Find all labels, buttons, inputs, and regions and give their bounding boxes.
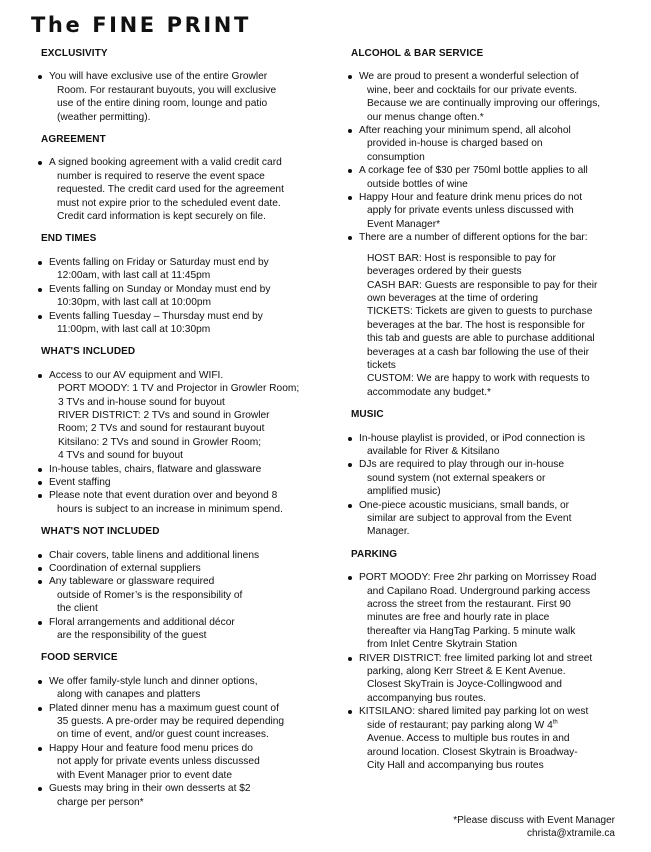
- section-heading: END TIMES: [41, 233, 97, 245]
- text-line: Please note that event duration over and beyond 8: [49, 490, 278, 502]
- text-line: 12:00am, with last call at 11:45pm: [57, 270, 211, 282]
- text-line: RIVER DISTRICT: 2 TVs and sound in Growler: [58, 409, 270, 421]
- section-heading: AGREEMENT: [41, 134, 106, 146]
- text-line: Happy Hour and feature drink menu prices do not: [359, 192, 583, 204]
- list-item: [347, 432, 637, 459]
- text-line: A corkage fee of $30 per 750ml bottle applies to all: [359, 165, 588, 177]
- text-line: There are a number of different options for the bar:: [359, 232, 588, 244]
- contact-email: christa@xtramile.ca: [527, 828, 615, 840]
- section-whats-not-included: [37, 525, 309, 642]
- list-item: [347, 571, 637, 651]
- page-title: The FINE PRINT: [31, 13, 251, 37]
- text-line: side of restaurant; pay parking along W 4th: [367, 719, 558, 731]
- text-line: Events falling on Friday or Saturday must end by: [49, 256, 269, 268]
- text-line: requested. The credit card used for the agreement: [57, 184, 284, 196]
- list-item: [37, 782, 309, 809]
- text-line: Event staffing: [49, 476, 111, 488]
- text-line: sound system (not external speakers or: [367, 472, 546, 484]
- list-item: [37, 562, 309, 575]
- text-line: must not expire prior to the scheduled event date.: [57, 197, 281, 209]
- list-item: [37, 369, 309, 463]
- text-line: CUSTOM: We are happy to work with requests to: [367, 373, 590, 385]
- text-line: charge per person*: [57, 796, 144, 808]
- text-line: PORT MOODY: 1 TV and Projector in Growler Room;: [58, 383, 300, 395]
- text-line: Manager.: [367, 526, 410, 538]
- section-heading: ALCOHOL & BAR SERVICE: [351, 48, 484, 59]
- text-line: Room. For restaurant buyouts, you will exclusive: [57, 84, 277, 96]
- list-item: [347, 652, 637, 706]
- text-line: consumption: [367, 151, 425, 163]
- text-line: beverages at the bar. The host is responsible for: [367, 319, 585, 331]
- av-details: [49, 382, 309, 462]
- list-item: [37, 463, 309, 476]
- list-item: [37, 70, 309, 124]
- section-heading: PARKING: [351, 548, 398, 560]
- text-line: In-house tables, chairs, flatware and glassware: [49, 463, 262, 475]
- list-item: [347, 458, 637, 498]
- text-line: around location. Closest Skytrain is Broadway-: [367, 746, 578, 758]
- text-line: this tab and guests are able to purchase additional: [367, 333, 595, 345]
- list-item: [37, 742, 309, 782]
- section-alcohol-bar-service: [347, 47, 637, 399]
- section-heading: MUSIC: [351, 409, 384, 421]
- section-food-service: [37, 651, 309, 808]
- text-line: not apply for private events unless discussed: [57, 756, 260, 768]
- text-line: tickets: [367, 359, 396, 371]
- text-line: Happy Hour and feature food menu prices do: [49, 742, 253, 754]
- text-line: One-piece acoustic musicians, small bands, or: [359, 499, 570, 511]
- list-item: [37, 675, 309, 702]
- bullet-list: [37, 549, 309, 643]
- text-line: Event Manager*: [367, 218, 441, 230]
- section-exclusivity: [37, 47, 309, 124]
- text-line: similar are subject to approval from the Event: [367, 513, 572, 524]
- text-line: You will have exclusive use of the entire Growler: [49, 71, 268, 83]
- text-line: PORT MOODY: Free 2hr parking on Morrissey Road: [359, 572, 597, 584]
- text-line: our menus change often.*: [367, 111, 484, 123]
- list-item: [347, 191, 637, 231]
- section-agreement: [37, 133, 309, 223]
- text-line: accompanying bus routes.: [367, 692, 486, 704]
- section-heading: WHAT'S NOT INCLUDED: [41, 526, 160, 538]
- text-line: Closest SkyTrain is Joyce-Collingwood and: [367, 679, 562, 691]
- bullet-list: [37, 369, 309, 463]
- text-line: Credit card information is kept securely on file.: [57, 211, 266, 223]
- text-line: apply for private events unless discussed with: [367, 205, 574, 217]
- footer-note: *Please discuss with Event Manager: [453, 815, 615, 826]
- bullet-list: [37, 256, 309, 336]
- text-line: Chair covers, table linens and additional linens: [49, 549, 260, 561]
- bullet-list: [347, 70, 637, 244]
- list-item: [37, 156, 309, 223]
- bullet-list: [37, 675, 309, 809]
- text-line: In-house playlist is provided, or iPod connection is: [359, 432, 585, 444]
- list-item: [37, 283, 309, 310]
- list-item: [347, 231, 637, 244]
- list-item: [37, 310, 309, 337]
- bullet-list: [347, 571, 637, 772]
- text-line: hours is subject to an increase in minimum spend.: [57, 503, 283, 515]
- text-line: DJs are required to play through our in-house: [359, 459, 564, 471]
- text-line: TICKETS: Tickets are given to guests to purchase: [367, 306, 593, 318]
- text-line: After reaching your minimum spend, all alcohol: [359, 125, 571, 137]
- left-column: [37, 47, 309, 818]
- text-line: own beverages at the time of ordering: [367, 292, 539, 304]
- list-item: [37, 476, 309, 489]
- text-line: KITSILANO: shared limited pay parking lot on west: [359, 706, 589, 718]
- text-line: HOST BAR: Host is responsible to pay for: [367, 252, 556, 264]
- text-line: Any tableware or glassware required: [49, 576, 215, 588]
- list-item: [347, 164, 637, 191]
- text-line: Kitsilano: 2 TVs and sound in Growler Room;: [58, 436, 262, 448]
- text-line: are the responsibility of the guest: [57, 630, 207, 642]
- text-line: amplified music): [367, 486, 441, 498]
- text-line: Plated dinner menu has a maximum guest count of: [49, 702, 279, 714]
- text-line: City Hall and accompanying bus routes: [367, 759, 544, 771]
- list-item: [37, 256, 309, 283]
- text-line: along with canapes and platters: [57, 689, 201, 701]
- text-line: from Inlet Centre Skytrain Station: [367, 639, 518, 651]
- text-line: provided in-house is charged based on: [367, 138, 543, 150]
- text-line: Events falling on Sunday or Monday must end by: [49, 283, 271, 295]
- text-line: outside bottles of wine: [367, 178, 468, 190]
- text-line: beverages ordered by their guests: [367, 266, 522, 278]
- text-line: We are proud to present a wonderful selection of: [359, 71, 579, 83]
- text-line: 3 TVs and in-house sound for buyout: [58, 396, 225, 408]
- bullet-list: [37, 463, 309, 517]
- section-heading: FOOD SERVICE: [41, 652, 118, 664]
- text-line: Avenue. Access to multiple bus routes in and: [367, 733, 570, 745]
- text-line: wine, beer and cocktails for our private events.: [367, 84, 578, 96]
- text-line: A signed booking agreement with a valid credit card: [49, 157, 282, 169]
- footer: [453, 814, 615, 841]
- section-parking: [347, 548, 637, 773]
- section-heading: WHAT'S INCLUDED: [41, 346, 136, 358]
- list-item-text: Access to our AV equipment and WIFI.: [49, 369, 224, 381]
- text-line: beverages at a cash bar following the use of their: [367, 346, 589, 358]
- text-line: use of the entire dining room, lounge and patio: [57, 98, 268, 110]
- text-line: CASH BAR: Guests are responsible to pay for their: [367, 279, 598, 291]
- text-line: Because we are continually improving our offerings,: [367, 98, 601, 110]
- bullet-list: [347, 432, 637, 539]
- text-line: outside of Romer’s is the responsibility of: [57, 589, 243, 601]
- bullet-list: [37, 156, 309, 223]
- text-line: on time of event, and/or guest count increases.: [57, 729, 269, 741]
- text-line: available for River & Kitsilano: [367, 445, 500, 457]
- text-line: the client: [57, 603, 98, 615]
- text-line: RIVER DISTRICT: free limited parking lot and street: [359, 652, 593, 664]
- text-line: (weather permitting).: [57, 111, 151, 123]
- text-line: 10:30pm, with last call at 10:00pm: [57, 297, 212, 309]
- text-line: with Event Manager prior to event date: [57, 769, 232, 781]
- list-item: [347, 70, 637, 124]
- list-item: [37, 549, 309, 562]
- text-line: minutes are free and hourly rate in place: [367, 612, 550, 624]
- text-line: Guests may bring in their own desserts at $2: [49, 783, 251, 795]
- text-line: parking, along Kerr Street & E Kent Avenue.: [367, 666, 566, 678]
- bullet-list: [37, 70, 309, 124]
- list-item: [37, 575, 309, 615]
- list-item: [347, 499, 637, 539]
- bar-options: [347, 252, 637, 399]
- text-line: number is required to reserve the event space: [57, 170, 265, 182]
- section-whats-included: [37, 345, 309, 516]
- text-line: 11:00pm, with last call at 10:30pm: [57, 323, 211, 335]
- text-line: 35 guests. A pre-order may be required depending: [57, 716, 285, 728]
- section-end-times: [37, 232, 309, 336]
- section-heading: EXCLUSIVITY: [41, 48, 108, 59]
- list-item: [37, 616, 309, 643]
- right-column: [347, 47, 637, 781]
- text-line: Events falling Tuesday – Thursday must end by: [49, 310, 263, 322]
- text-line: 4 TVs and sound for buyout: [58, 450, 183, 462]
- text-line: across the street from the restaurant. First 90: [367, 599, 571, 611]
- list-item: [37, 489, 309, 516]
- section-music: [347, 408, 637, 539]
- list-item: [347, 124, 637, 164]
- list-item: [37, 702, 309, 742]
- text-line: We offer family-style lunch and dinner options,: [49, 675, 258, 687]
- text-line: Coordination of external suppliers: [49, 563, 201, 574]
- list-item: [347, 705, 637, 772]
- text-line: Room; 2 TVs and sound for restaurant buyout: [58, 423, 265, 435]
- text-line: Floral arrangements and additional décor: [49, 616, 235, 628]
- text-line: accommodate any budget.*: [367, 386, 492, 398]
- text-line: thereafter via HangTag Parking. 5 minute walk: [367, 625, 576, 637]
- text-line: and Capilano Road. Underground parking access: [367, 585, 591, 597]
